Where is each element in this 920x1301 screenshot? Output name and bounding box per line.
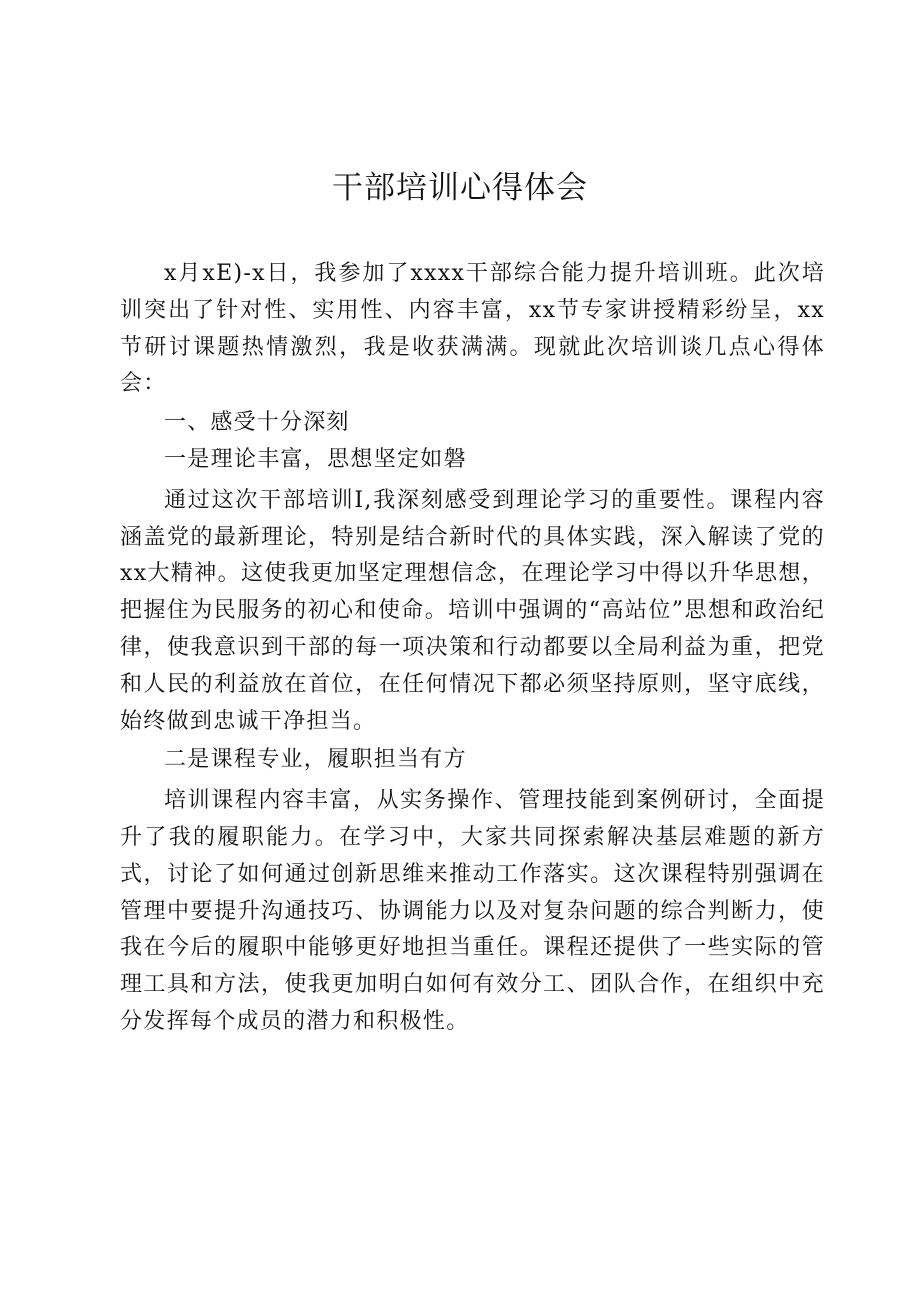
point-body-1: 通过这次干部培训I,我深刻感受到理论学习的重要性。课程内容涵盖党的最新理论，特别是结合新时代的具体实践，深入解读了党的xx大精神。这使我更加坚定理想信念，在理论学习中得以升华思想，把握住为民服务的初心和使命。培训中强调的“高站位”思想和政治纪律，使我意识到干部的每一项决策和行动都要以全局利益为重，把党和人民的利益放在首位，在任何情况下都必须坚持原则，坚守底线，始终做到忠诚干净担当。	[120, 487, 825, 734]
section-heading-1: 一、感受十分深刻	[164, 410, 350, 436]
intro-paragraph: x月xE)-x日，我参加了xxxx干部综合能力提升培训班。此次培训突出了针对性、实用性、内容丰富，xx节专家讲授精彩纷呈，xx节研讨课题热情激烈，我是收获满满。现就此次培训谈几点心得体会：	[120, 261, 825, 397]
document-title: 干部培训心得体会	[332, 170, 588, 206]
point-body-2: 培训课程内容丰富，从实务操作、管理技能到案例研讨，全面提升了我的履职能力。在学习中，大家共同探索解决基层难题的新方式，讨论了如何通过创新思维来推动工作落实。这次课程特别强调在管理中要提升沟通技巧、协调能力以及对复杂问题的综合判断力，使我在今后的履职中能够更好地担当重任。课程还提供了一些实际的管理工具和方法，使我更加明白如何有效分工、团队合作，在组织中充分发挥每个成员的潜力和积极性。	[120, 788, 825, 1034]
document-body	[120, 256, 825, 1041]
point-title-2: 二是课程专业，履职担当有方	[164, 747, 467, 773]
point-title-1: 一是理论丰富，思想坚定如磐	[164, 446, 467, 472]
